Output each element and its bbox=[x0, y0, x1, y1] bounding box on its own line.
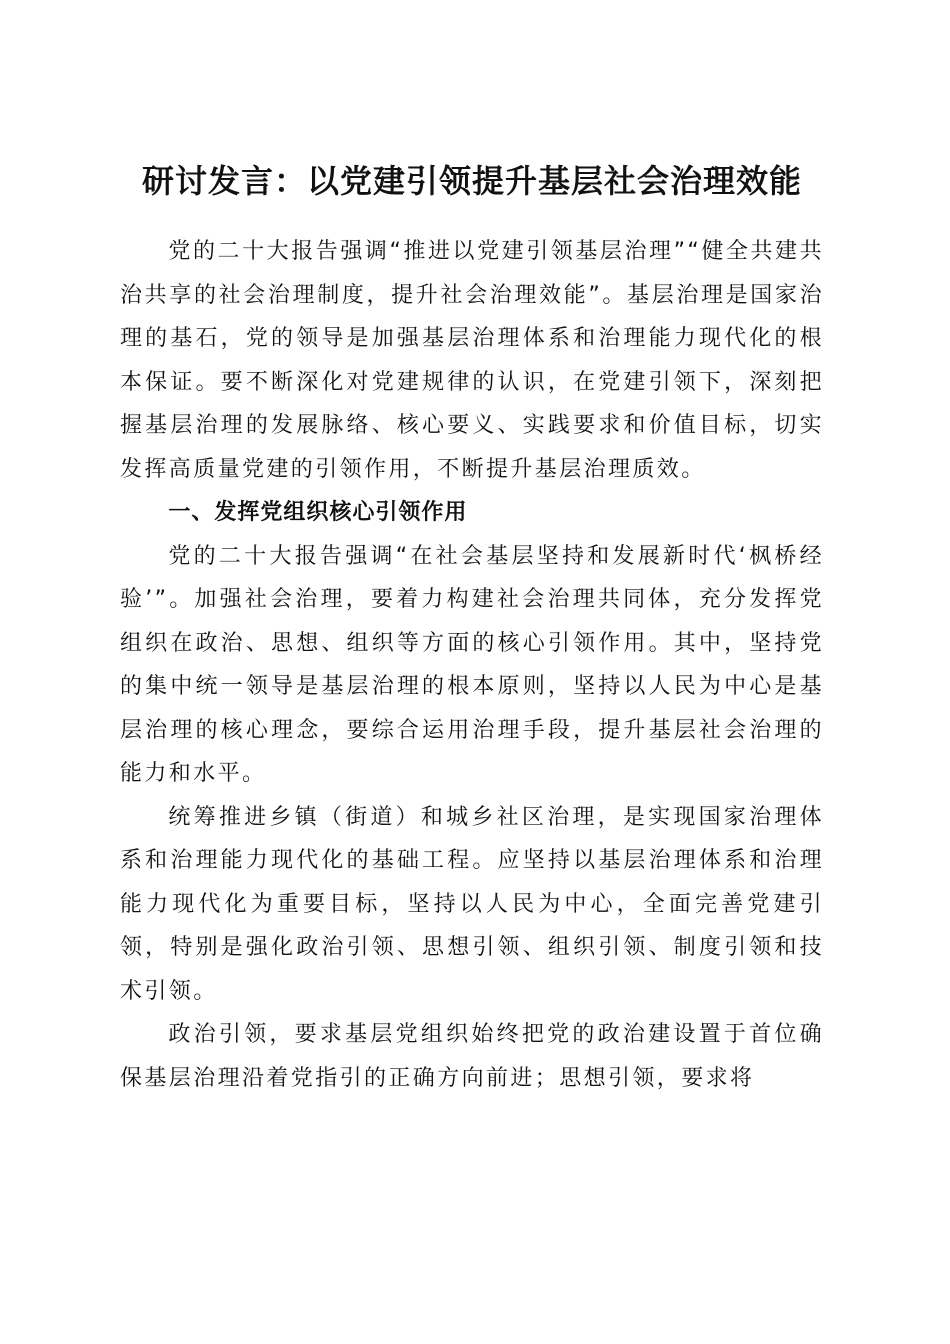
document-title: 研讨发言：以党建引领提升基层社会治理效能 bbox=[141, 162, 802, 201]
section-paragraph: 统筹推进乡镇（街道）和城乡社区治理，是实现国家治理体系和治理能力现代化的基础工程。应坚持以基层治理体系和治理能力现代化为重要目标，坚持以人民为中心，全面完善党建引领，特别是强化政治引领、思想引领、组织引领、制度引领和技术引领。 bbox=[120, 804, 824, 1004]
section-paragraph: 政治引领，要求基层党组织始终把党的政治建设置于首位确保基层治理沿着党指引的正确方向前进；思想引领，要求将 bbox=[120, 1022, 824, 1091]
section-heading: 一、发挥党组织核心引领作用 bbox=[168, 500, 468, 525]
document-body bbox=[120, 230, 824, 1100]
section-paragraph: 党的二十大报告强调“在社会基层坚持和发展新时代‘枫桥经验’”。加强社会治理，要着力构建社会治理共同体，充分发挥党组织在政治、思想、组织等方面的核心引领作用。其中，坚持党的集中统一领导是基层治理的根本原则，坚持以人民为中心是基层治理的核心理念，要综合运用治理手段，提升基层社会治理的能力和水平。 bbox=[120, 543, 824, 786]
intro-paragraph: 党的二十大报告强调“推进以党建引领基层治理”“健全共建共治共享的社会治理制度，提升社会治理效能”。基层治理是国家治理的基石，党的领导是加强基层治理体系和治理能力现代化的根本保证。要不断深化对党建规律的认识，在党建引领下，深刻把握基层治理的发展脉络、核心要义、实践要求和价值目标，切实发挥高质量党建的引领作用，不断提升基层治理质效。 bbox=[120, 239, 824, 482]
